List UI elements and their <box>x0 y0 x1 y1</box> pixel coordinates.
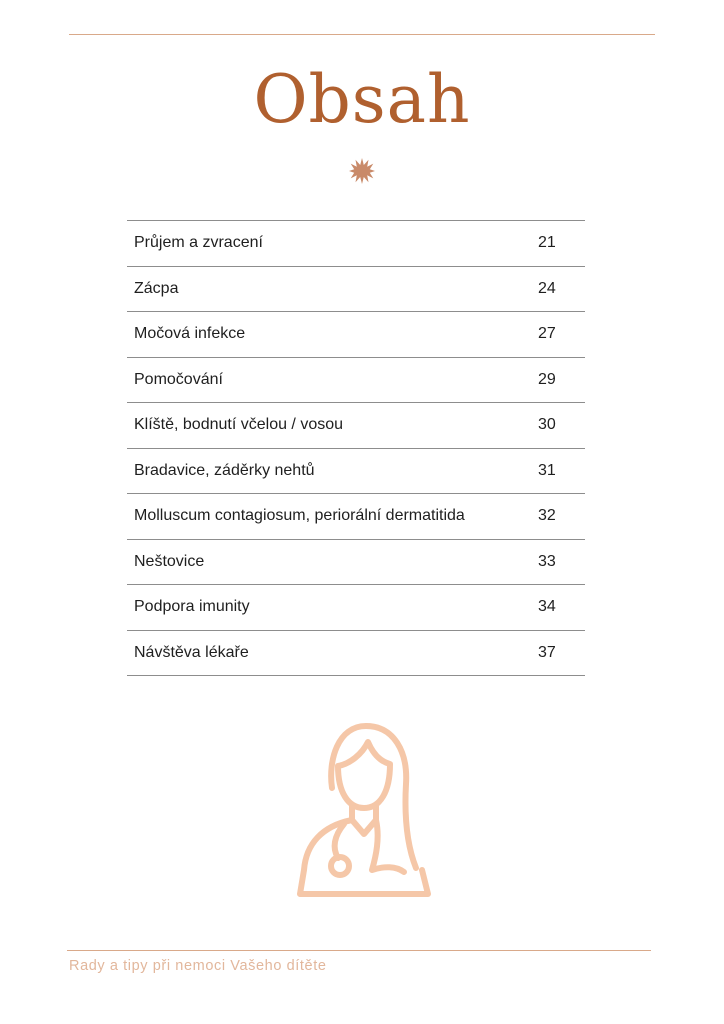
toc-entry-label: Průjem a zvracení <box>134 234 263 252</box>
toc-row[interactable] <box>127 494 585 540</box>
toc-page-number: 31 <box>538 461 556 479</box>
star-burst-icon <box>348 157 376 185</box>
toc-row[interactable] <box>127 585 585 631</box>
toc-row[interactable] <box>127 403 585 449</box>
toc-page-number: 24 <box>538 279 556 297</box>
toc-row[interactable] <box>127 540 585 586</box>
toc-entry-label: Močová infekce <box>134 325 246 343</box>
toc-entry-label: Návštěva lékaře <box>134 643 249 661</box>
toc-page-number: 34 <box>538 598 556 616</box>
toc-entry-label: Pomočování <box>134 370 223 388</box>
toc-page-number: 32 <box>538 507 556 525</box>
bottom-rule <box>67 950 651 951</box>
toc-row[interactable] <box>127 358 585 404</box>
toc-page-number: 37 <box>538 643 556 661</box>
doctor-stethoscope-icon <box>292 720 432 902</box>
toc-row[interactable] <box>127 449 585 495</box>
toc-entry-label: Klíště, bodnutí včelou / vosou <box>134 416 344 434</box>
toc-page-number: 33 <box>538 552 556 570</box>
toc-entry-label: Neštovice <box>134 552 205 570</box>
toc-entry-label: Podpora imunity <box>134 598 250 616</box>
top-rule <box>69 34 655 35</box>
footer-text: Rady a tipy při nemoci Vašeho dítěte <box>69 958 327 974</box>
toc-row[interactable] <box>127 221 585 267</box>
page-title: Obsah <box>253 61 471 138</box>
toc-page-number: 21 <box>538 234 556 252</box>
toc-page-number: 29 <box>538 370 556 388</box>
toc-row[interactable] <box>127 267 585 313</box>
toc-page-number: 27 <box>538 325 556 343</box>
toc-row[interactable] <box>127 631 585 677</box>
toc-page-number: 30 <box>538 416 556 434</box>
toc-entry-label: Bradavice, záděrky nehtů <box>134 461 315 479</box>
toc-entry-label: Zácpa <box>134 279 179 297</box>
table-of-contents <box>127 220 585 676</box>
toc-entry-label: Molluscum contagiosum, periorální dermatitida <box>134 507 465 525</box>
toc-row[interactable] <box>127 312 585 358</box>
